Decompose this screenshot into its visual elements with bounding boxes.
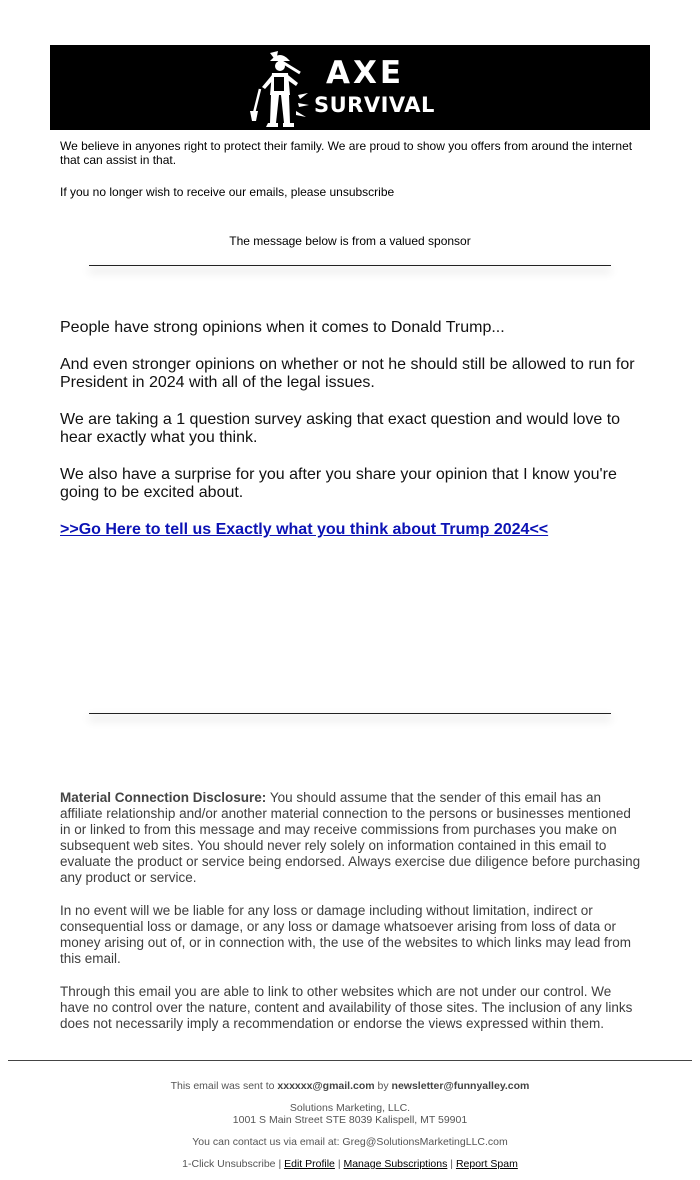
intro-text: We believe in anyones right to protect their family. We are proud to show you offers from around the internet that can assist in that. bbox=[60, 139, 633, 167]
unsubscribe-line bbox=[60, 185, 394, 199]
message-paragraph: People have strong opinions when it comes to Donald Trump... bbox=[60, 319, 505, 336]
sponsor-message bbox=[60, 319, 650, 539]
unsubscribe-link[interactable]: unsubscribe bbox=[329, 185, 395, 199]
sent-to-prefix: This email was sent to bbox=[170, 1080, 275, 1092]
link-separator: | bbox=[337, 1158, 341, 1170]
disclosure-paragraph-1 bbox=[60, 790, 644, 886]
sent-to-line bbox=[0, 1080, 700, 1092]
message-paragraph: We are taking a 1 question survey asking that exact question and would love to hear exactly what you think. bbox=[60, 411, 621, 446]
company-block bbox=[0, 1102, 700, 1126]
logo-text-survival: SURVIVAL bbox=[314, 93, 435, 117]
disclosure-paragraph-3: Through this email you are able to link to other websites which are not under our control. We have no control over the nature, content and availability of those sites. The inclusion of any links does not necessarily imply a recommendation or endorse the views expressed within them. bbox=[60, 984, 633, 1031]
link-separator: | bbox=[278, 1158, 282, 1170]
message-paragraph: We also have a surprise for you after you share your opinion that I know you're going to be excited about. bbox=[60, 466, 617, 501]
message-paragraph: And even stronger opinions on whether or not he should still be allowed to run for President in 2024 with all of the legal issues. bbox=[60, 356, 635, 391]
top-divider bbox=[89, 265, 611, 266]
recipient-email: xxxxxx@gmail.com bbox=[277, 1080, 375, 1092]
disclosure-paragraph-2: In no event will we be liable for any loss or damage including without limitation, indirect or consequential loss or damage, or any loss or damage whatsoever arising from loss of data or money arising out of, or in connection with, the use of the websites to which links may lead from this email. bbox=[60, 903, 632, 966]
by-word: by bbox=[377, 1080, 389, 1092]
report-spam-link[interactable]: Report Spam bbox=[455, 1158, 518, 1170]
disclosure-heading: Material Connection Disclosure: bbox=[60, 790, 267, 805]
disclosure-section bbox=[60, 790, 644, 1049]
miner-figure-icon bbox=[244, 49, 310, 129]
company-name: Solutions Marketing, LLC. bbox=[289, 1102, 411, 1114]
sender-email: newsletter@funnyalley.com bbox=[391, 1080, 530, 1092]
footer-divider bbox=[8, 1060, 692, 1061]
disclosure-text: You should assume that the sender of this email has an affiliate relationship and/or another material connection to the persons or businesses mentioned in or linked to from this message and may receive commissions from purchases you make on subsequent web sites. You should never rely solely on information contained in this email to evaluate the product or service being endorsed. Always exercise due diligence before purchasing any product or service. bbox=[60, 790, 641, 885]
manage-subscriptions-link[interactable]: Manage Subscriptions bbox=[343, 1158, 448, 1170]
logo-text-axe: AXE bbox=[326, 55, 405, 91]
contact-line: You can contact us via email at: Greg@SolutionsMarketingLLC.com bbox=[192, 1136, 508, 1148]
email-footer bbox=[0, 1080, 700, 1180]
survey-cta-link[interactable]: >>Go Here to tell us Exactly what you think about Trump 2024<< bbox=[60, 521, 549, 538]
unsubscribe-prefix: If you no longer wish to receive our emails, please bbox=[60, 185, 327, 199]
edit-profile-link[interactable]: Edit Profile bbox=[284, 1158, 335, 1170]
header-banner bbox=[50, 45, 650, 130]
sponsor-notice: The message below is from a valued sponsor bbox=[229, 234, 471, 248]
link-separator: | bbox=[450, 1158, 454, 1170]
one-click-unsubscribe: 1-Click Unsubscribe bbox=[182, 1158, 276, 1170]
company-address: 1001 S Main Street STE 8039 Kalispell, MT 59901 bbox=[232, 1114, 468, 1126]
bottom-divider bbox=[89, 713, 611, 714]
footer-links bbox=[0, 1158, 700, 1170]
